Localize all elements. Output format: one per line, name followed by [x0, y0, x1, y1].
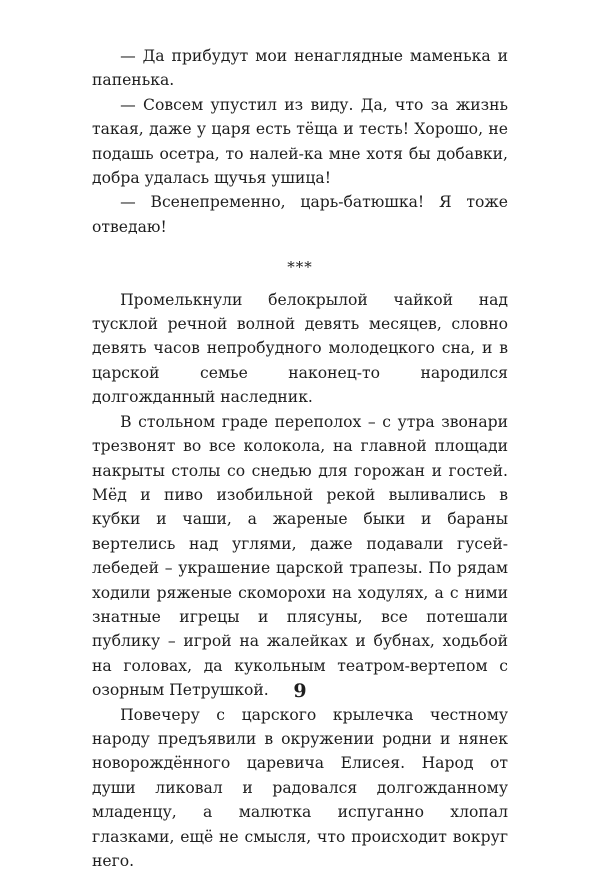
- dialogue-line-1: — Да прибудут мои ненаглядные маменька и папенька.: [92, 47, 508, 90]
- page-body-text: [92, 44, 508, 873]
- paragraph-2: В стольном граде переполох – с утра звонари трезвонят во все колокола, на главной площади накрыты столы со снедью для горожан и гостей. Мёд и пиво изобильной рекой выливались в кубки и чаши, а жареные быки и бараны вертелись над углями, даже подавали гусей-лебедей – украшение царской трапезы. По рядам ходили ряженые скоморохи на ходулях, а с ними знатные игрецы и плясуны, все потешали публику – игрой на жалейках и бубнах, ходьбой на головах, да кукольным театром-вертепом с озорным Петрушкой.: [92, 412, 508, 700]
- dialogue-line-3: — Всенепременно, царь-батюшка! Я тоже отведаю!: [92, 193, 508, 236]
- paragraph-3: Повечеру с царского крылечка честному народу предъявили в окружении родни и нянек новорождённого царевича Елисея. Народ от души ликовал и радовался долгожданному младенцу, а малютка испуганно хлопал глазками, ещё не смысля, что происходит вокруг него.: [92, 705, 508, 870]
- section-separator: ***: [287, 258, 313, 277]
- page-number: 9: [293, 680, 307, 702]
- dialogue-line-2: — Совсем упустил из виду. Да, что за жизнь такая, даже у царя есть тёща и тесть! Хорошо, не подашь осетра, то налей-ка мне хотя бы добавки, добра удалась щучья ушица!: [92, 95, 508, 188]
- paragraph-1: Промелькнули белокрылой чайкой над тусклой речной волной девять месяцев, словно девять часов непробудного молодецкого сна, и в царской семье наконец-то народился долгожданный наследник.: [92, 290, 508, 407]
